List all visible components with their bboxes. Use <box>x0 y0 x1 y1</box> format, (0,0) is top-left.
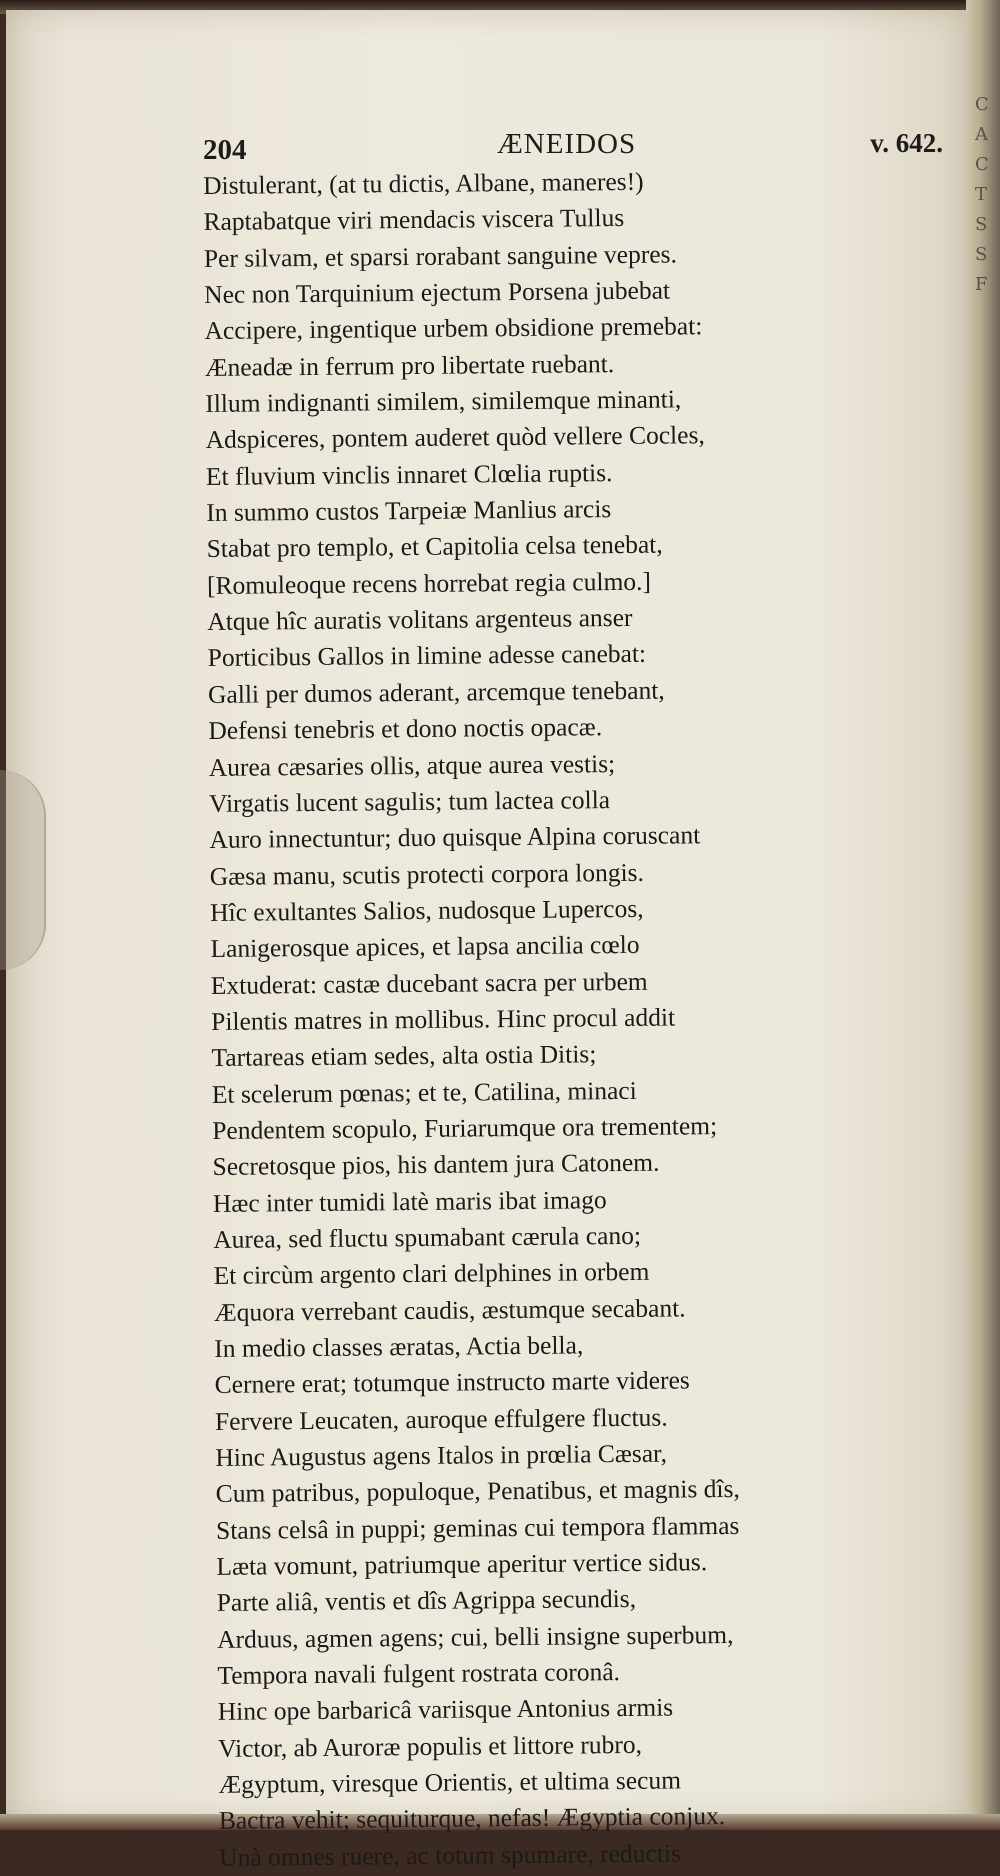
verse-line: Pilentis matres in mollibus. Hinc procul addit <box>211 1002 676 1036</box>
verse-line: Læta vomunt, patriumque aperitur vertice sidus. <box>216 1547 708 1581</box>
verse-line: Ægyptum, viresque Orientis, et ultima secum <box>218 1765 682 1800</box>
verse-line: Aurea, sed fluctu spumabant cærula cano; <box>213 1220 642 1254</box>
verse-line: Et scelerum pœnas; et te, Catilina, minaci <box>211 1075 637 1109</box>
verse-line: In summo custos Tarpeiæ Manlius arcis <box>206 494 612 528</box>
verse-line: Arduus, agmen agens; cui, belli insigne superbum, <box>216 1619 734 1654</box>
adjacent-page-fragments <box>975 90 995 300</box>
verse-line: Adspiceres, pontem auderet quòd vellere Cocles, <box>205 420 705 455</box>
verse-line: Illum indignanti similem, similemque minanti, <box>205 384 682 419</box>
verse-line: Lanigerosque apices, et lapsa ancilia cœlo <box>210 930 640 964</box>
margin-fragment: S <box>975 244 988 265</box>
verse-line: Æneadæ in ferrum pro libertate ruebant. <box>204 348 615 382</box>
verse-line: Fervere Leucaten, auroque effulgere fluctus. <box>214 1402 668 1436</box>
verse-line: Cernere erat; totumque instructo marte videres <box>214 1365 690 1400</box>
poem-text <box>203 161 979 1876</box>
verse-line: Tempora navali fulgent rostrata coronâ. <box>217 1657 621 1691</box>
running-title: ÆNEIDOS <box>497 128 637 160</box>
verse-line: Gæsa manu, scutis protecti corpora longis. <box>209 857 645 891</box>
verse-line: Hinc Augustus agens Italos in prœlia Cæsar, <box>215 1438 668 1472</box>
verse-line: Galli per dumos aderant, arcemque tenebant, <box>207 675 665 709</box>
verse-line: Unà omnes ruere, ac totum spumare, reductis <box>219 1838 682 1872</box>
margin-fragment: A <box>975 124 988 145</box>
verse-line: Extuderat: castæ ducebant sacra per urbem <box>210 966 648 1000</box>
verse-reference: v. 642. <box>870 128 943 158</box>
verse-line: Hîc exultantes Salios, nudosque Lupercos, <box>210 893 644 927</box>
verse-line: Victor, ab Auroræ populis et littore rubro, <box>218 1729 643 1763</box>
verse-line: Et circùm argento clari delphines in orbem <box>213 1257 650 1291</box>
verse-line: Auro innectuntur; duo quisque Alpina coruscant <box>209 820 701 855</box>
verse-line: Atque hîc auratis volitans argenteus anser <box>207 603 633 637</box>
verse-line: In medio classes æratas, Actia bella, <box>214 1330 584 1363</box>
verse-line: Aurea cæsaries ollis, atque aurea vestis; <box>208 748 616 782</box>
margin-fragment: C <box>975 154 989 175</box>
verse-line: Et fluvium vinclis innaret Clœlia ruptis. <box>205 457 613 491</box>
verse-line: [Romuleoque recens horrebat regia culmo.] <box>206 566 652 600</box>
verse-line: Cum patribus, populoque, Penatibus, et magnis dîs, <box>215 1474 740 1509</box>
verse-line: Hinc ope barbaricâ variisque Antonius armis <box>217 1692 674 1727</box>
margin-fragment: S <box>975 214 988 235</box>
verse-line: Nec non Tarquinium ejectum Porsena jubebat <box>204 275 671 310</box>
verse-line: Secretosque pios, his dantem jura Catonem. <box>212 1147 660 1182</box>
verse-line: Tartareas etiam sedes, alta ostia Ditis; <box>211 1039 597 1073</box>
margin-fragment: C <box>975 94 989 115</box>
verse-line: Distulerant, (at tu dictis, Albane, maneres!) <box>203 166 644 200</box>
margin-fragment: F <box>975 274 988 295</box>
verse-line: Defensi tenebris et dono noctis opacæ. <box>208 712 603 746</box>
verse-line: Stans celsâ in puppi; geminas cui tempora flammas <box>215 1510 740 1545</box>
verse-line: Virgatis lucent sagulis; tum lactea colla <box>208 784 611 818</box>
page-tab-mark <box>0 770 46 970</box>
verse-line: Æquora verrebant caudis, æstumque secabant. <box>213 1293 686 1327</box>
verse-line: Porticibus Gallos in limine adesse canebat: <box>207 639 647 673</box>
verse-line: Parte aliâ, ventis et dîs Agrippa secundis, <box>216 1584 637 1618</box>
verse-line: Per silvam, et sparsi rorabant sanguine vepres. <box>203 239 678 273</box>
verse-line: Bactra vehit; sequiturque, nefas! Ægyptia conjux. <box>218 1801 726 1836</box>
verse-line: Stabat pro templo, et Capitolia celsa tenebat, <box>206 530 663 564</box>
verse-line: Raptabatque viri mendacis viscera Tullus <box>203 203 625 237</box>
margin-fragment: T <box>975 184 988 205</box>
verse-line: Accipere, ingentique urbem obsidione premebat: <box>204 311 703 346</box>
verse-line: Pendentem scopulo, Furiarumque ora trementem; <box>212 1111 718 1145</box>
page-number: 204 <box>203 134 247 166</box>
verse-line: Hæc inter tumidi latè maris ibat imago <box>212 1184 607 1218</box>
